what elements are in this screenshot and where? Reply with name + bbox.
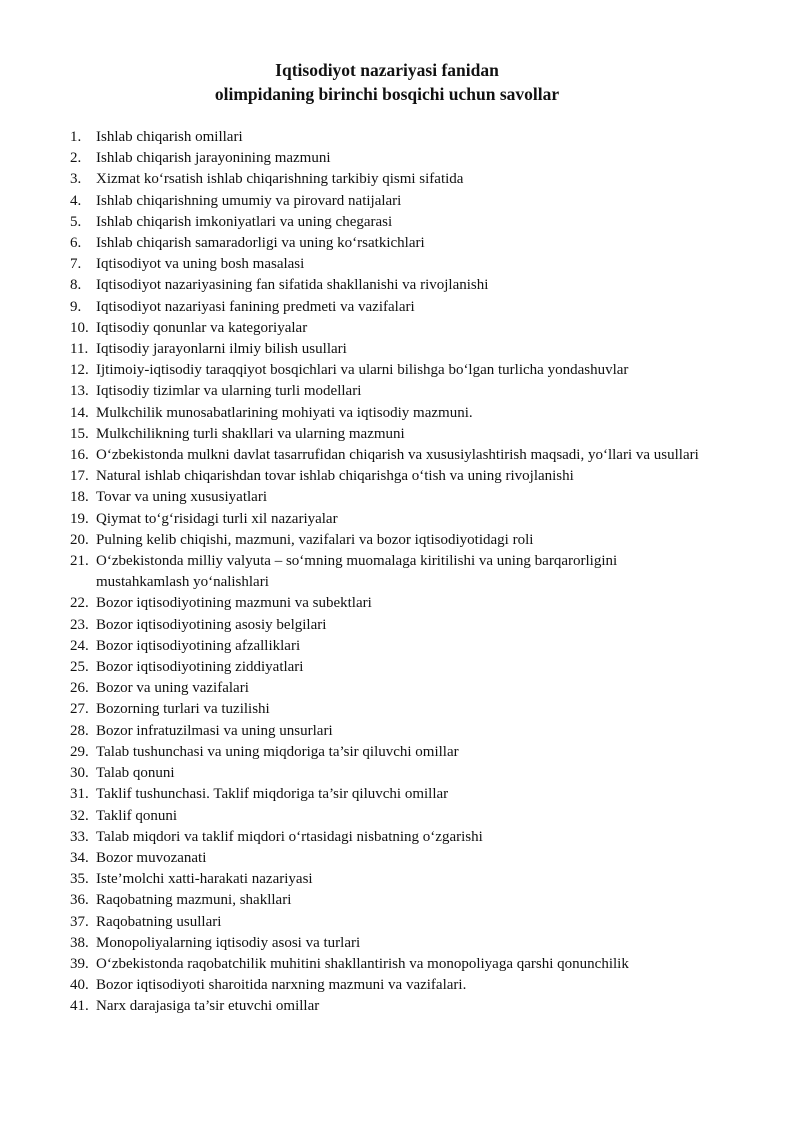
list-item-text: Narx darajasiga ta’sir etuvchi omillar (96, 998, 320, 1015)
list-item-text: Iqtisodiy qonunlar va kategoriyalar (96, 319, 308, 336)
list-item (70, 297, 710, 318)
list-item (70, 403, 710, 424)
list-item-number: 23. (70, 616, 89, 633)
document-title (0, 58, 774, 106)
list-item-number: 11. (70, 341, 89, 358)
list-item-text: Raqobatning mazmuni, shakllari (96, 892, 292, 909)
list-item-text: Bozor iqtisodiyotining mazmuni va subektlari (96, 595, 372, 612)
list-item-text: Monopoliyalarning iqtisodiy asosi va turlari (96, 934, 361, 951)
list-item-number: 30. (70, 765, 89, 782)
list-item (70, 742, 710, 763)
list-item-text: Qiymat to‘g‘risidagi turli xil nazariyalar (96, 510, 338, 527)
list-item (70, 551, 710, 593)
list-item-text: Bozor muvozanati (96, 849, 207, 866)
list-item-text: Bozorning turlari va tuzilishi (96, 701, 270, 718)
list-item-number: 37. (70, 913, 89, 930)
list-item (70, 254, 710, 275)
list-item-number: 14. (70, 404, 89, 421)
list-item (70, 148, 710, 169)
list-item (70, 827, 710, 848)
list-item (70, 912, 710, 933)
list-item (70, 784, 710, 805)
list-item (70, 424, 710, 445)
list-item-number: 20. (70, 531, 89, 548)
list-item-text: Iqtisodiy jarayonlarni ilmiy bilish usullari (96, 341, 347, 358)
list-item-text: Mulkchilik munosabatlarining mohiyati va iqtisodiy mazmuni. (96, 404, 473, 421)
list-item-number: 5. (70, 213, 82, 230)
list-item-text: Bozor infratuzilmasi va uning unsurlari (96, 722, 333, 739)
list-item-number: 15. (70, 425, 89, 442)
list-item-text: Bozor iqtisodiyotining asosiy belgilari (96, 616, 327, 633)
list-item-number: 7. (70, 256, 82, 273)
list-item-text: Bozor va uning vazifalari (96, 680, 249, 697)
list-item-number: 31. (70, 786, 89, 803)
list-item (70, 509, 710, 530)
list-item-text: Ishlab chiqarish jarayonining mazmuni (96, 150, 331, 167)
list-item-number: 1. (70, 129, 82, 145)
list-item-text: Raqobatning usullari (96, 913, 222, 930)
list-item (70, 615, 710, 636)
list-item-text: Taklif qonuni (96, 807, 178, 824)
list-item (70, 954, 710, 975)
list-item-number: 25. (70, 659, 89, 676)
list-item (70, 975, 710, 996)
list-item (70, 212, 710, 233)
list-item-number: 41. (70, 998, 89, 1015)
list-item-text: Ijtimoiy-iqtisodiy taraqqiyot bosqichlari va ularni bilishga bo‘lgan turlicha yondashuvlar (96, 362, 629, 379)
list-item-number: 3. (70, 171, 82, 188)
list-item-number: 16. (70, 447, 89, 464)
list-item (70, 339, 710, 360)
list-item-text: Xizmat ko‘rsatish ishlab chiqarishning tarkibiy qismi sifatida (96, 171, 464, 188)
list-item-text: Natural ishlab chiqarishdan tovar ishlab chiqarishga o‘tish va uning rivojlanishi (96, 468, 574, 485)
list-item (70, 763, 710, 784)
list-item-text: Iqtisodiyot nazariyasi fanining predmeti va vazifalari (96, 298, 415, 315)
list-item-text: O‘zbekistonda mulkni davlat tasarrufidan chiqarish va xususiylashtirish maqsadi, yo‘llari va usullari (96, 447, 699, 464)
list-item-number: 35. (70, 871, 89, 888)
list-item (70, 721, 710, 742)
list-item (70, 933, 710, 954)
list-item (70, 869, 710, 890)
list-item-number: 28. (70, 722, 89, 739)
list-item-number: 4. (70, 192, 82, 209)
list-item-text: Bozor iqtisodiyoti sharoitida narxning mazmuni va vazifalari. (96, 977, 467, 994)
list-item-number: 8. (70, 277, 82, 294)
list-item-number: 29. (70, 743, 89, 760)
list-item-text: Iste’molchi xatti-harakati nazariyasi (96, 871, 313, 888)
list-item-number: 9. (70, 298, 82, 315)
list-item-number: 2. (70, 150, 82, 167)
list-item (70, 593, 710, 614)
list-item-text: Talab miqdori va taklif miqdori o‘rtasidagi nisbatning o‘zgarishi (96, 828, 483, 845)
list-item-number: 39. (70, 955, 89, 972)
list-item-number: 6. (70, 235, 82, 252)
list-item-number: 32. (70, 807, 89, 824)
list-item (70, 530, 710, 551)
list-item (70, 127, 710, 148)
list-item-number: 27. (70, 701, 89, 718)
list-item-text: Ishlab chiqarish omillari (96, 129, 243, 145)
list-item-number: 33. (70, 828, 89, 845)
list-item-number: 22. (70, 595, 89, 612)
list-item-text: O‘zbekistonda milliy valyuta – so‘mning muomalaga kiritilishi va uning barqarorligini mustahkamlash yo‘nalishlari (96, 553, 618, 591)
list-item (70, 233, 710, 254)
title-line-2: olimpidaning birinchi bosqichi uchun savollar (214, 84, 560, 104)
list-item (70, 699, 710, 720)
list-item-text: Ishlab chiqarish samaradorligi va uning ko‘rsatkichlari (96, 235, 425, 252)
list-item-number: 13. (70, 383, 89, 400)
list-item (70, 445, 710, 466)
list-item (70, 487, 710, 508)
list-item (70, 806, 710, 827)
list-item (70, 360, 710, 381)
list-item-text: Ishlab chiqarish imkoniyatlari va uning chegarasi (96, 213, 393, 230)
list-item-text: Pulning kelib chiqishi, mazmuni, vazifalari va bozor iqtisodiyotidagi roli (96, 531, 534, 548)
list-item-number: 26. (70, 680, 89, 697)
list-item-text: Talab tushunchasi va uning miqdoriga ta’sir qiluvchi omillar (96, 743, 459, 760)
list-item-number: 38. (70, 934, 89, 951)
list-item (70, 657, 710, 678)
title-line-1: Iqtisodiyot nazariyasi fanidan (275, 60, 499, 80)
list-item-number: 10. (70, 319, 89, 336)
list-item-text: Bozor iqtisodiyotining afzalliklari (96, 637, 301, 654)
list-item (70, 848, 710, 869)
list-item (70, 191, 710, 212)
list-item-number: 24. (70, 637, 89, 654)
list-item-text: Iqtisodiy tizimlar va ularning turli modellari (96, 383, 362, 400)
list-item-number: 18. (70, 489, 89, 506)
list-item-number: 40. (70, 977, 89, 994)
list-item (70, 169, 710, 190)
list-item-number: 12. (70, 362, 89, 379)
list-item (70, 381, 710, 402)
list-item (70, 636, 710, 657)
list-item-text: Tovar va uning xususiyatlari (96, 489, 267, 506)
list-item-number: 36. (70, 892, 89, 909)
list-item-text: Ishlab chiqarishning umumiy va pirovard natijalari (96, 192, 402, 209)
question-list (70, 127, 710, 1018)
list-item-number: 21. (70, 553, 89, 570)
list-item-text: Talab qonuni (96, 765, 175, 782)
list-item (70, 466, 710, 487)
list-item-text: Taklif tushunchasi. Taklif miqdoriga ta’sir qiluvchi omillar (96, 786, 449, 803)
list-item-text: Mulkchilikning turli shakllari va ularning mazmuni (96, 425, 405, 442)
list-item (70, 275, 710, 296)
list-item-text: Bozor iqtisodiyotining ziddiyatlari (96, 659, 304, 676)
list-item-number: 34. (70, 849, 89, 866)
list-item-number: 19. (70, 510, 89, 527)
list-item-text: Iqtisodiyot nazariyasining fan sifatida shakllanishi va rivojlanishi (96, 277, 489, 294)
list-item (70, 678, 710, 699)
list-item-text: Iqtisodiyot va uning bosh masalasi (96, 256, 305, 273)
list-item-number: 17. (70, 468, 89, 485)
list-item (70, 996, 710, 1017)
list-item-text: O‘zbekistonda raqobatchilik muhitini shakllantirish va monopoliyaga qarshi qonunchilik (96, 955, 629, 972)
list-item (70, 318, 710, 339)
list-item (70, 890, 710, 911)
